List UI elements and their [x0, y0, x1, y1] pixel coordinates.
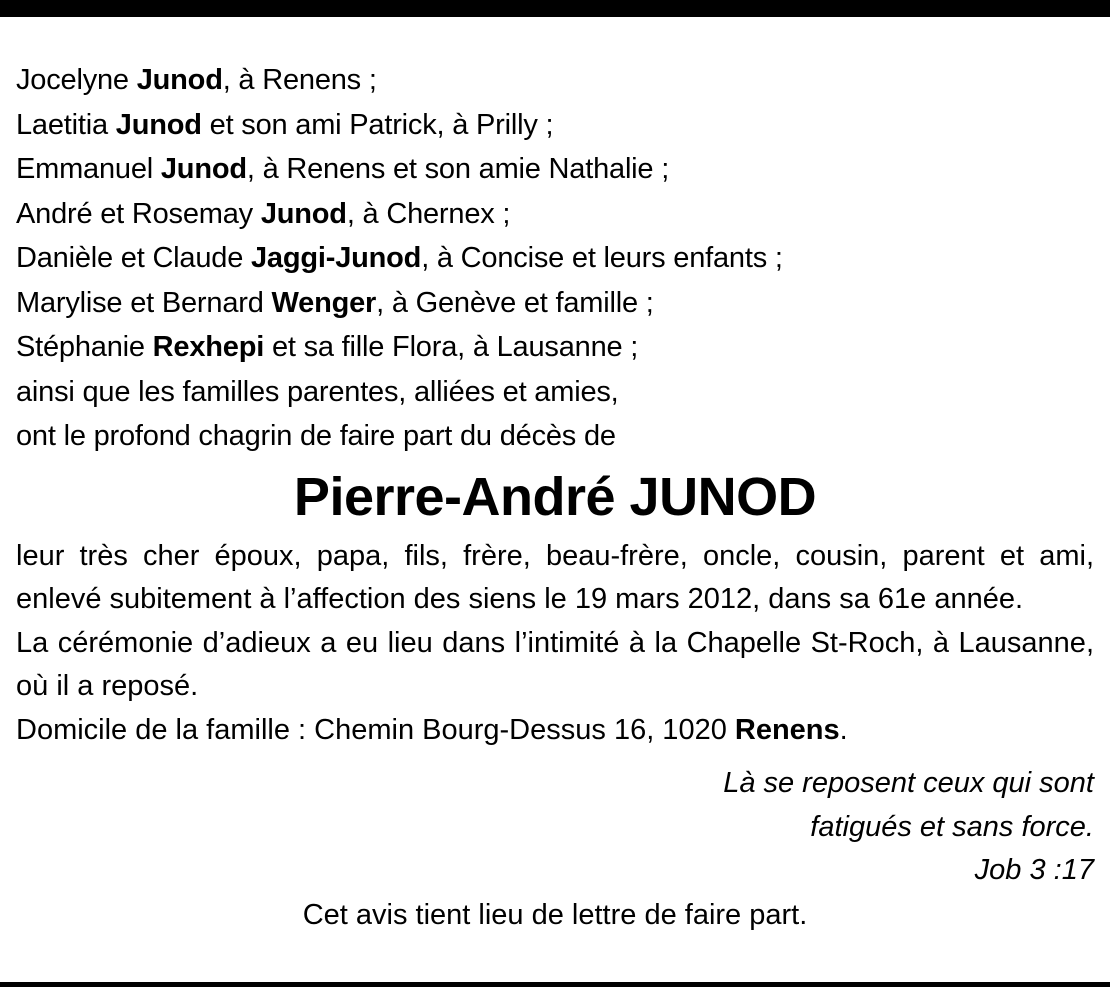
extended-family-line: ainsi que les familles parentes, alliées et amies,	[16, 375, 619, 408]
family-line: Danièle et Claude Jaggi-Junod, à Concise et leurs enfants ;	[16, 242, 783, 274]
family-line: André et Rosemay Junod, à Chernex ;	[16, 197, 511, 230]
quote-reference: Job 3 :17	[974, 854, 1094, 886]
obituary-notice	[16, 58, 1094, 937]
announcement-line: ont le profond chagrin de faire part du décès de	[16, 420, 616, 452]
family-line: Marylise et Bernard Wenger, à Genève et famille ;	[16, 286, 654, 319]
family-line: Emmanuel Junod, à Renens et son amie Nathalie ;	[16, 153, 670, 185]
quote-line: fatigués et sans force.	[810, 810, 1094, 843]
domicile-line: Domicile de la famille : Chemin Bourg-Dessus 16, 1020 Renens.	[16, 713, 848, 746]
family-line: Laetitia Junod et son ami Patrick, à Prilly ;	[16, 108, 554, 141]
bible-quote	[16, 762, 1094, 893]
ceremony-paragraph: La cérémonie d’adieux a eu lieu dans l’intimité à la Chapelle St-Roch, à Lausanne, où il a reposé.	[16, 626, 1094, 702]
family-line: Jocelyne Junod, à Renens ;	[16, 64, 377, 96]
tribute-paragraph: leur très cher époux, papa, fils, frère, beau-frère, oncle, cousin, parent et ami, enlevé subitement à l’affection des siens le 19 mars 2012, dans sa 61e année.	[16, 539, 1094, 615]
footer-note: Cet avis tient lieu de lettre de faire part.	[302, 898, 808, 931]
top-border-rule	[0, 0, 1110, 17]
family-line: Stéphanie Rexhepi et sa fille Flora, à Lausanne ;	[16, 331, 639, 363]
quote-line: Là se reposent ceux qui sont	[723, 767, 1094, 799]
bottom-border-rule	[0, 982, 1110, 987]
deceased-name: Pierre-André JUNOD	[293, 466, 817, 527]
